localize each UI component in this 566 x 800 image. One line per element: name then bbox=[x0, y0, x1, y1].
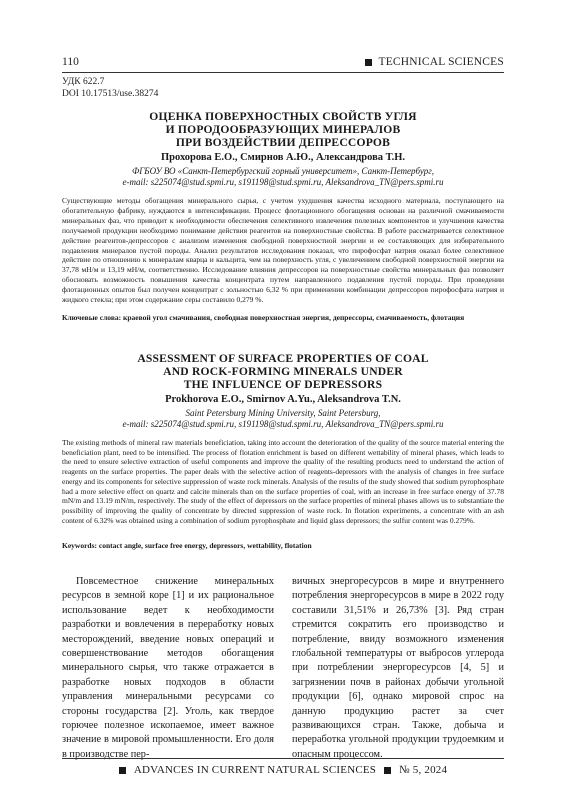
affiliation-ru-line: ФГБОУ ВО «Санкт-Петербургский горный университет», Санкт-Петербург, bbox=[131, 166, 435, 176]
section-title: TECHNICAL SCIENCES bbox=[378, 56, 504, 68]
running-header bbox=[62, 54, 504, 70]
footer-rule bbox=[62, 758, 504, 759]
title-ru-line: И ПОРОДООБРАЗУЮЩИХ МИНЕРАЛОВ bbox=[165, 123, 401, 136]
keywords-label: Keywords: bbox=[62, 541, 99, 550]
affiliation-en-line: e-mail: s225074@stud.spmi.ru, s191198@stud.spmi.ru, Aleksandrova_TN@pers.spmi.ru bbox=[122, 419, 444, 429]
authors-en: Prokhorova E.O., Smirnov A.Yu., Aleksandrova T.N. bbox=[165, 394, 401, 405]
keywords-label: Ключевые слова: bbox=[62, 313, 124, 322]
title-en-line: AND ROCK-FORMING MINERALS UNDER bbox=[163, 365, 403, 378]
article-meta bbox=[62, 77, 158, 100]
keywords-ru bbox=[62, 313, 504, 323]
keywords-en bbox=[62, 541, 504, 551]
running-footer bbox=[62, 762, 504, 778]
body-column-right: вичных энергоресурсов в мире и внутреннего потребления энергоресурсов в мире в 2022 году составили 31,51% и 26,73% [3]. Ряд стран стремится сократить его производство и потребление, ввиду возможного изменения глобальной температуры от выбросов углерода при потреблении энергоресурсов [4, 5] и загрязнении почв в районах добычи угольной продукции [6], однако мировой спрос на данную продукцию растет за счет развивающихся стран. Также, добыча и переработка угольной продукции трудоемким и опасным процессом. bbox=[292, 576, 504, 760]
title-ru-line: ПРИ ВОЗДЕЙСТВИИ ДЕПРЕССОРОВ bbox=[175, 136, 391, 149]
journal-name: ADVANCES IN CURRENT NATURAL SCIENCES bbox=[133, 764, 377, 776]
affiliation-ru-line: e-mail: s225074@stud.spmi.ru, s191198@stud.spmi.ru, Aleksandrova_TN@pers.spmi.ru bbox=[122, 177, 444, 187]
square-bullet-icon bbox=[119, 767, 126, 774]
square-bullet-icon bbox=[365, 59, 372, 66]
title-en-line: ASSESSMENT OF SURFACE PROPERTIES OF COAL bbox=[137, 352, 429, 365]
title-ru-line: ОЦЕНКА ПОВЕРХНОСТНЫХ СВОЙСТВ УГЛЯ bbox=[149, 110, 417, 123]
affiliation-en bbox=[62, 408, 504, 430]
page-number: 110 bbox=[62, 56, 79, 68]
udk-code: УДК 622.7 bbox=[62, 77, 105, 87]
header-rule bbox=[62, 72, 504, 73]
keywords-text: краевой угол смачивания, свободная поверхностная энергия, депрессоры, смачиваемость, флотация bbox=[123, 313, 465, 322]
keywords-text: contact angle, surface free energy, depressors, wettability, flotation bbox=[98, 541, 312, 550]
affiliation-ru bbox=[62, 166, 504, 188]
authors-ru: Прохорова Е.О., Смирнов А.Ю., Александрова Т.Н. bbox=[160, 152, 406, 163]
issue-number: № 5, 2024 bbox=[399, 764, 448, 776]
doi: DOI 10.17513/use.38274 bbox=[62, 88, 159, 99]
abstract-ru: Существующие методы обогащения минерального сырья, с учетом ухудшения качества исходного материала, поступающего на обогатительную фабрику, нуждаются в интенсификации. Процесс флотационного обогащения основан на различной смачиваемости минеральных фаз, что приводит к необходимости обеспечения селективного извлечения полезных компонентов и улучшения качества получаемой продукции необходимо понимание действия реагентов на поверхностные свойства. В работе рассматривается селективное действие реагентов-депрессоров с анализом изменения свободной поверхностной энергии и ее составляющих для избирательного подавления минералов пустой породы. Анализ результатов исследования показал, что пирофосфат натрия оказал более селективное действие по отношению к минералам кварца и кальцита, чем на поверхность угля, с увеличением свободной поверхностной энергии на 37,78 мН/м и 13,19 мН/м, соответственно. Исследование влияния депрессоров на поверхностные свойства минеральных фаз позволяет обосновать возможность повышения качества концентрата путем направленного подавления пустой породы. При проведении флотационных опытов был получен концентрат с зольностью 6,32 % при применении комбинации депрессоров пирофосфата натрия и жидкого стекла; при этом содержание серы составило 0,279 %. bbox=[62, 196, 504, 305]
title-en-line: THE INFLUENCE OF DEPRESSORS bbox=[183, 378, 383, 391]
title-ru bbox=[62, 110, 504, 149]
section-header bbox=[365, 56, 504, 68]
square-bullet-icon bbox=[384, 767, 391, 774]
body-column-left: Повсеместное снижение минеральных ресурсов в земной коре [1] и их рациональное использование ведет к необходимости разработки и вовлечения в переработку новых месторождений, введение новых операций и совершенствование методов обогащения минерального сырья, что также отражается в разработке новых подходов в области управления минеральными ресурсами со стороны государства [2]. Уголь, как твердое горючее полезное ископаемое, имеет важное значение в мировой промышленности. Его доля в производстве пер- bbox=[62, 576, 274, 760]
abstract-en: The existing methods of mineral raw materials beneficiation, taking into account the deterioration of the quality of the source material entering the beneficiation plant, need to be intensified. The process of flotation enrichment is based on different wettability of mineral phases, which leads to the need to ensure selective extraction of useful components and improve the quality of the resulting products need to understand the action of reagents on the surface properties. The paper deals with the selective action of reagents-depressors with the analysis of changes in free surface energy and its components for selective suppression of waste rock minerals. Analysis of the results of the study showed that sodium pyrophosphate had a more selective effect on quartz and calcite minerals than on the surface properties of coal, with an increase in free surface energy of 37.78 mN/m and 13.19 mN/m, respectively. The study of the effect of depressors on the surface properties of mineral phases allows us to substantiate the possibility of improving the quality of concentrate by directed suppression of waste rock. In flotation experiments, a concentrate with an ash content of 6.32% was obtained using a combination of sodium pyrophosphate and liquid glass depressors; the sulfur content was 0.279%. bbox=[62, 438, 504, 525]
title-en bbox=[62, 352, 504, 391]
affiliation-en-line: Saint Petersburg Mining University, Saint Petersburg, bbox=[185, 408, 381, 418]
